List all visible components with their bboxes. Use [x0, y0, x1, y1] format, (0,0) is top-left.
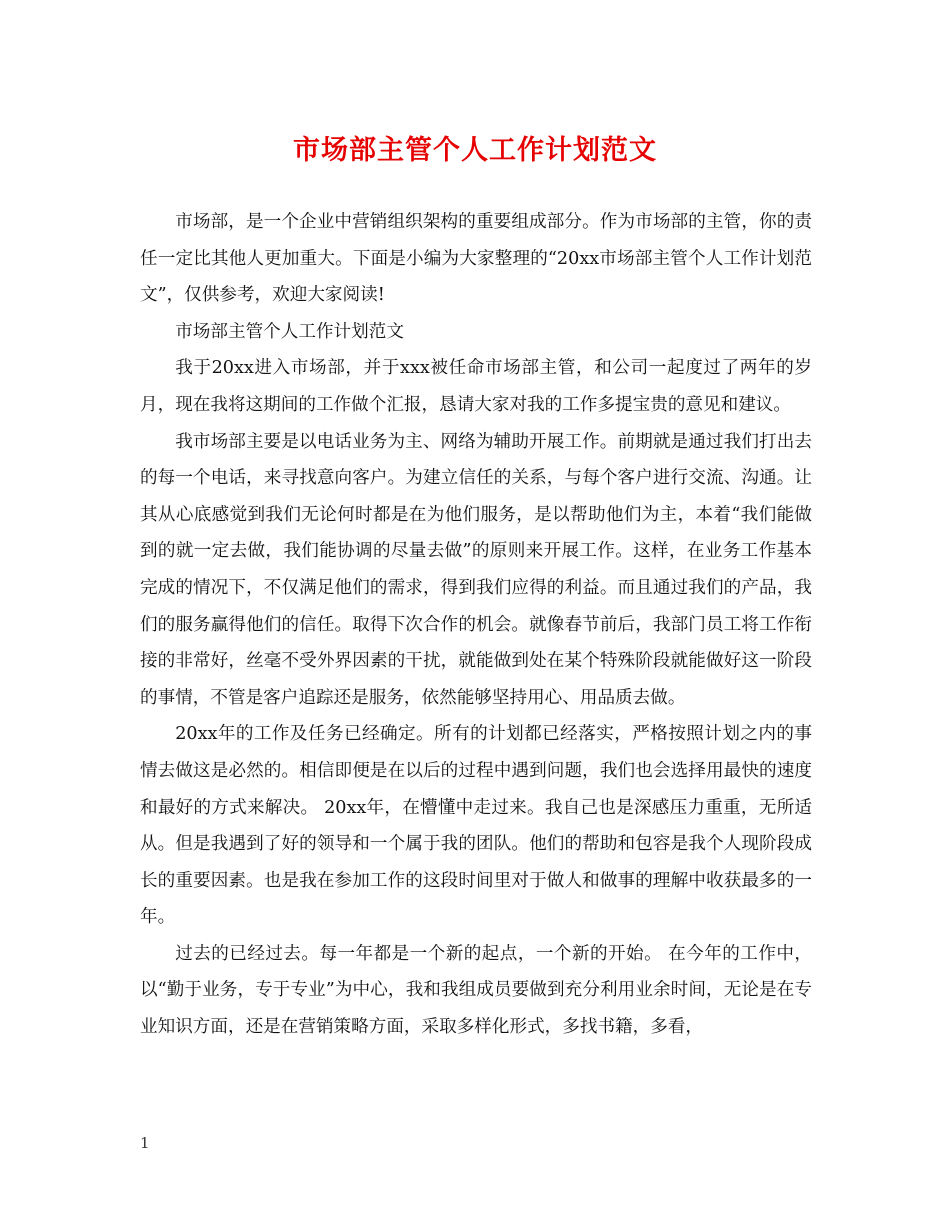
- paragraph-plan: 20xx年的工作及任务已经确定。所有的计划都已经落实，严格按照计划之内的事情去做这是必然的。相信即便是在以后的过程中遇到问题，我们也会选择用最快的速度和最好的方式来解决。 20xx年，在懵懂中走过来。我自己也是深感压力重重，无所适从。但是我遇到了好的领导和一个属于我的团队。他们的帮助和包容是我个人现阶段成长的重要因素。也是我在参加工作的这段时间里对于做人和做事的理解中收获最多的一年。: [140, 724, 812, 928]
- paragraph-work-method: 我市场部主要是以电话业务为主、网络为辅助开展工作。前期就是通过我们打出去的每一个电话，来寻找意向客户。为建立信任的关系，与每个客户进行交流、沟通。让其从心底感觉到我们无论何时都是在为他们服务，是以帮助他们为主，本着“我们能做到的就一定去做，我们能协调的尽量去做”的原则来开展工作。这样，在业务工作基本完成的情况下，不仅满足他们的需求，得到我们应得的利益。而且通过我们的产品，我们的服务赢得他们的信任。取得下次合作的机会。就像春节前后，我部门员工将工作衔接的非常好，丝毫不受外界因素的干扰，就能做到处在某个特殊阶段就能做好这一阶段的事情，不管是客户追踪还是服务，依然能够坚持用心、用品质去做。: [140, 431, 812, 708]
- paragraph-new-start: 过去的已经过去。每一年都是一个新的起点，一个新的开始。 在今年的工作中，以“勤于业务，专于专业”为中心，我和我组成员要做到充分利用业余时间，无论是在专业知识方面，还是在营销策略方面，采取多样化形式，多找书籍，多看，: [140, 943, 812, 1038]
- paragraph-subtitle: 市场部主管个人工作计划范文: [175, 321, 404, 342]
- document-title: 市场部主管个人工作计划范文: [293, 135, 657, 166]
- document-body: [140, 204, 812, 1046]
- paragraph-intro: 市场部，是一个企业中营销组织架构的重要组成部分。作为市场部的主管，你的责任一定比其他人更加重大。下面是小编为大家整理的“20xx市场部主管个人工作计划范文”，仅供参考，欢迎大家阅读!: [140, 212, 812, 306]
- paragraph-experience: 我于20xx进入市场部，并于xxx被任命市场部主管，和公司一起度过了两年的岁月，现在我将这期间的工作做个汇报，恳请大家对我的工作多提宝贵的意见和建议。: [140, 358, 812, 415]
- page-number: 1: [140, 1134, 150, 1152]
